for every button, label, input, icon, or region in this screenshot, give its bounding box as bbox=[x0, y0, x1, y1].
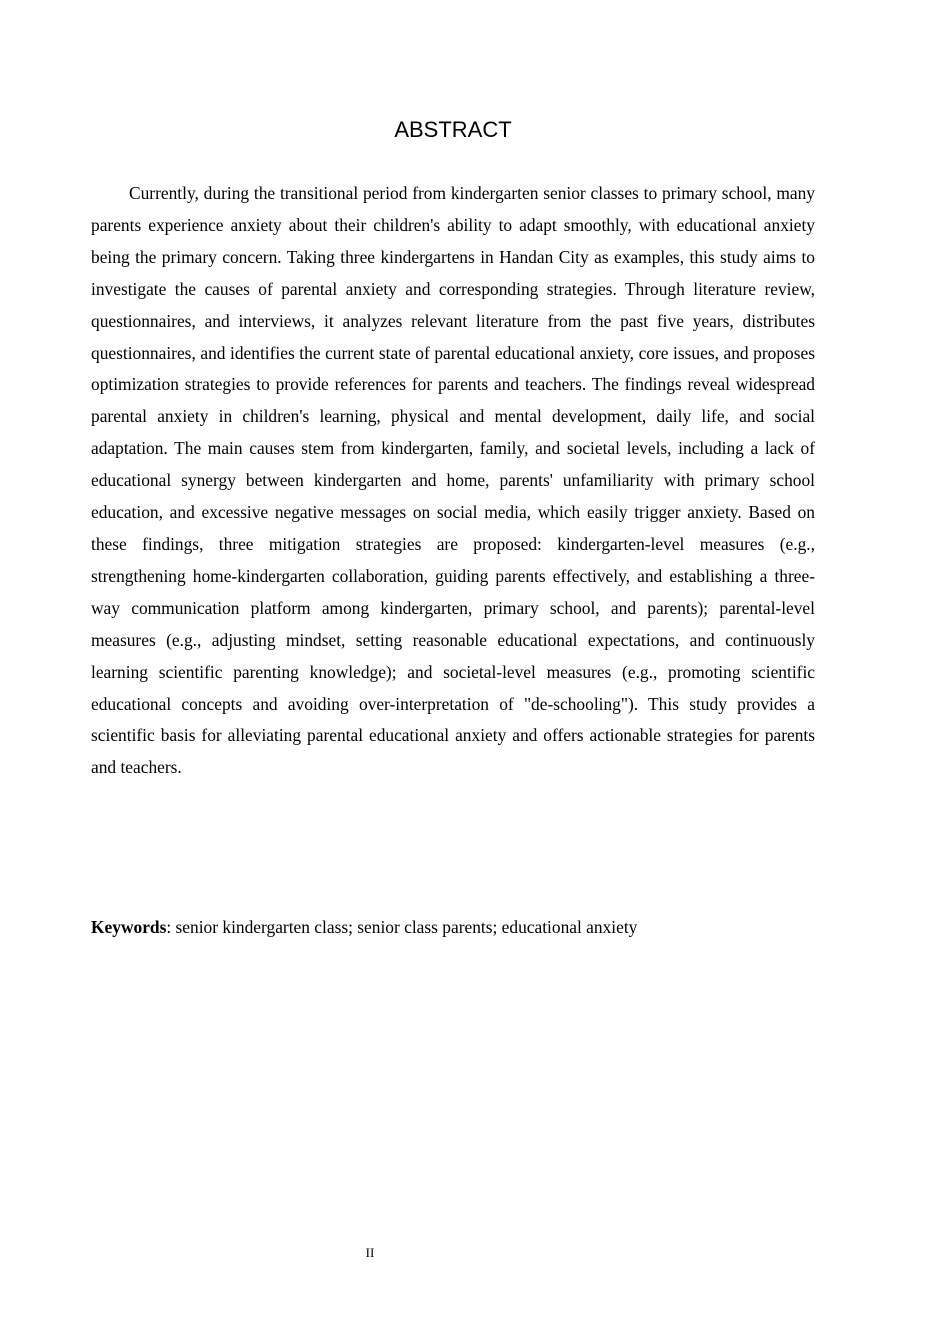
abstract-body: Currently, during the transitional period from kindergarten senior classes to primary school, many parents experience anxiety about their children's ability to adapt smoothly, with educational anxiety being the primary concern. Taking three kindergartens in Handan City as examples, this study aims to investigate the causes of parental anxiety and corresponding strategies. Through literature review, questionnaires, and interviews, it analyzes relevant literature from the past five years, distributes questionnaires, and identifies the current state of parental educational anxiety, core issues, and proposes optimization strategies to provide references for parents and teachers. The findings reveal widespread parental anxiety in children's learning, physical and mental development, daily life, and social adaptation. The main causes stem from kindergarten, family, and societal levels, including a lack of educational synergy between kindergarten and home, parents' unfamiliarity with primary school education, and excessive negative messages on social media, which easily trigger anxiety. Based on these findings, three mitigation strategies are proposed: kindergarten-level measures (e.g., strengthening home-kindergarten collaboration, guiding parents effectively, and establishing a three-way communication platform among kindergarten, primary school, and parents); parental-level measures (e.g., adjusting mindset, setting reasonable educational expectations, and continuously learning scientific parenting knowledge); and societal-level measures (e.g., promoting scientific educational concepts and avoiding over-interpretation of "de-schooling"). This study provides a scientific basis for alleviating parental educational anxiety and offers actionable strategies for parents and teachers. bbox=[91, 183, 815, 778]
page-number: II bbox=[365, 1245, 375, 1260]
keywords-line bbox=[91, 912, 815, 944]
keywords-text: : senior kindergarten class; senior class parents; educational anxiety bbox=[166, 917, 638, 937]
keywords-label: Keywords bbox=[91, 917, 167, 937]
abstract-title: ABSTRACT bbox=[394, 117, 512, 142]
